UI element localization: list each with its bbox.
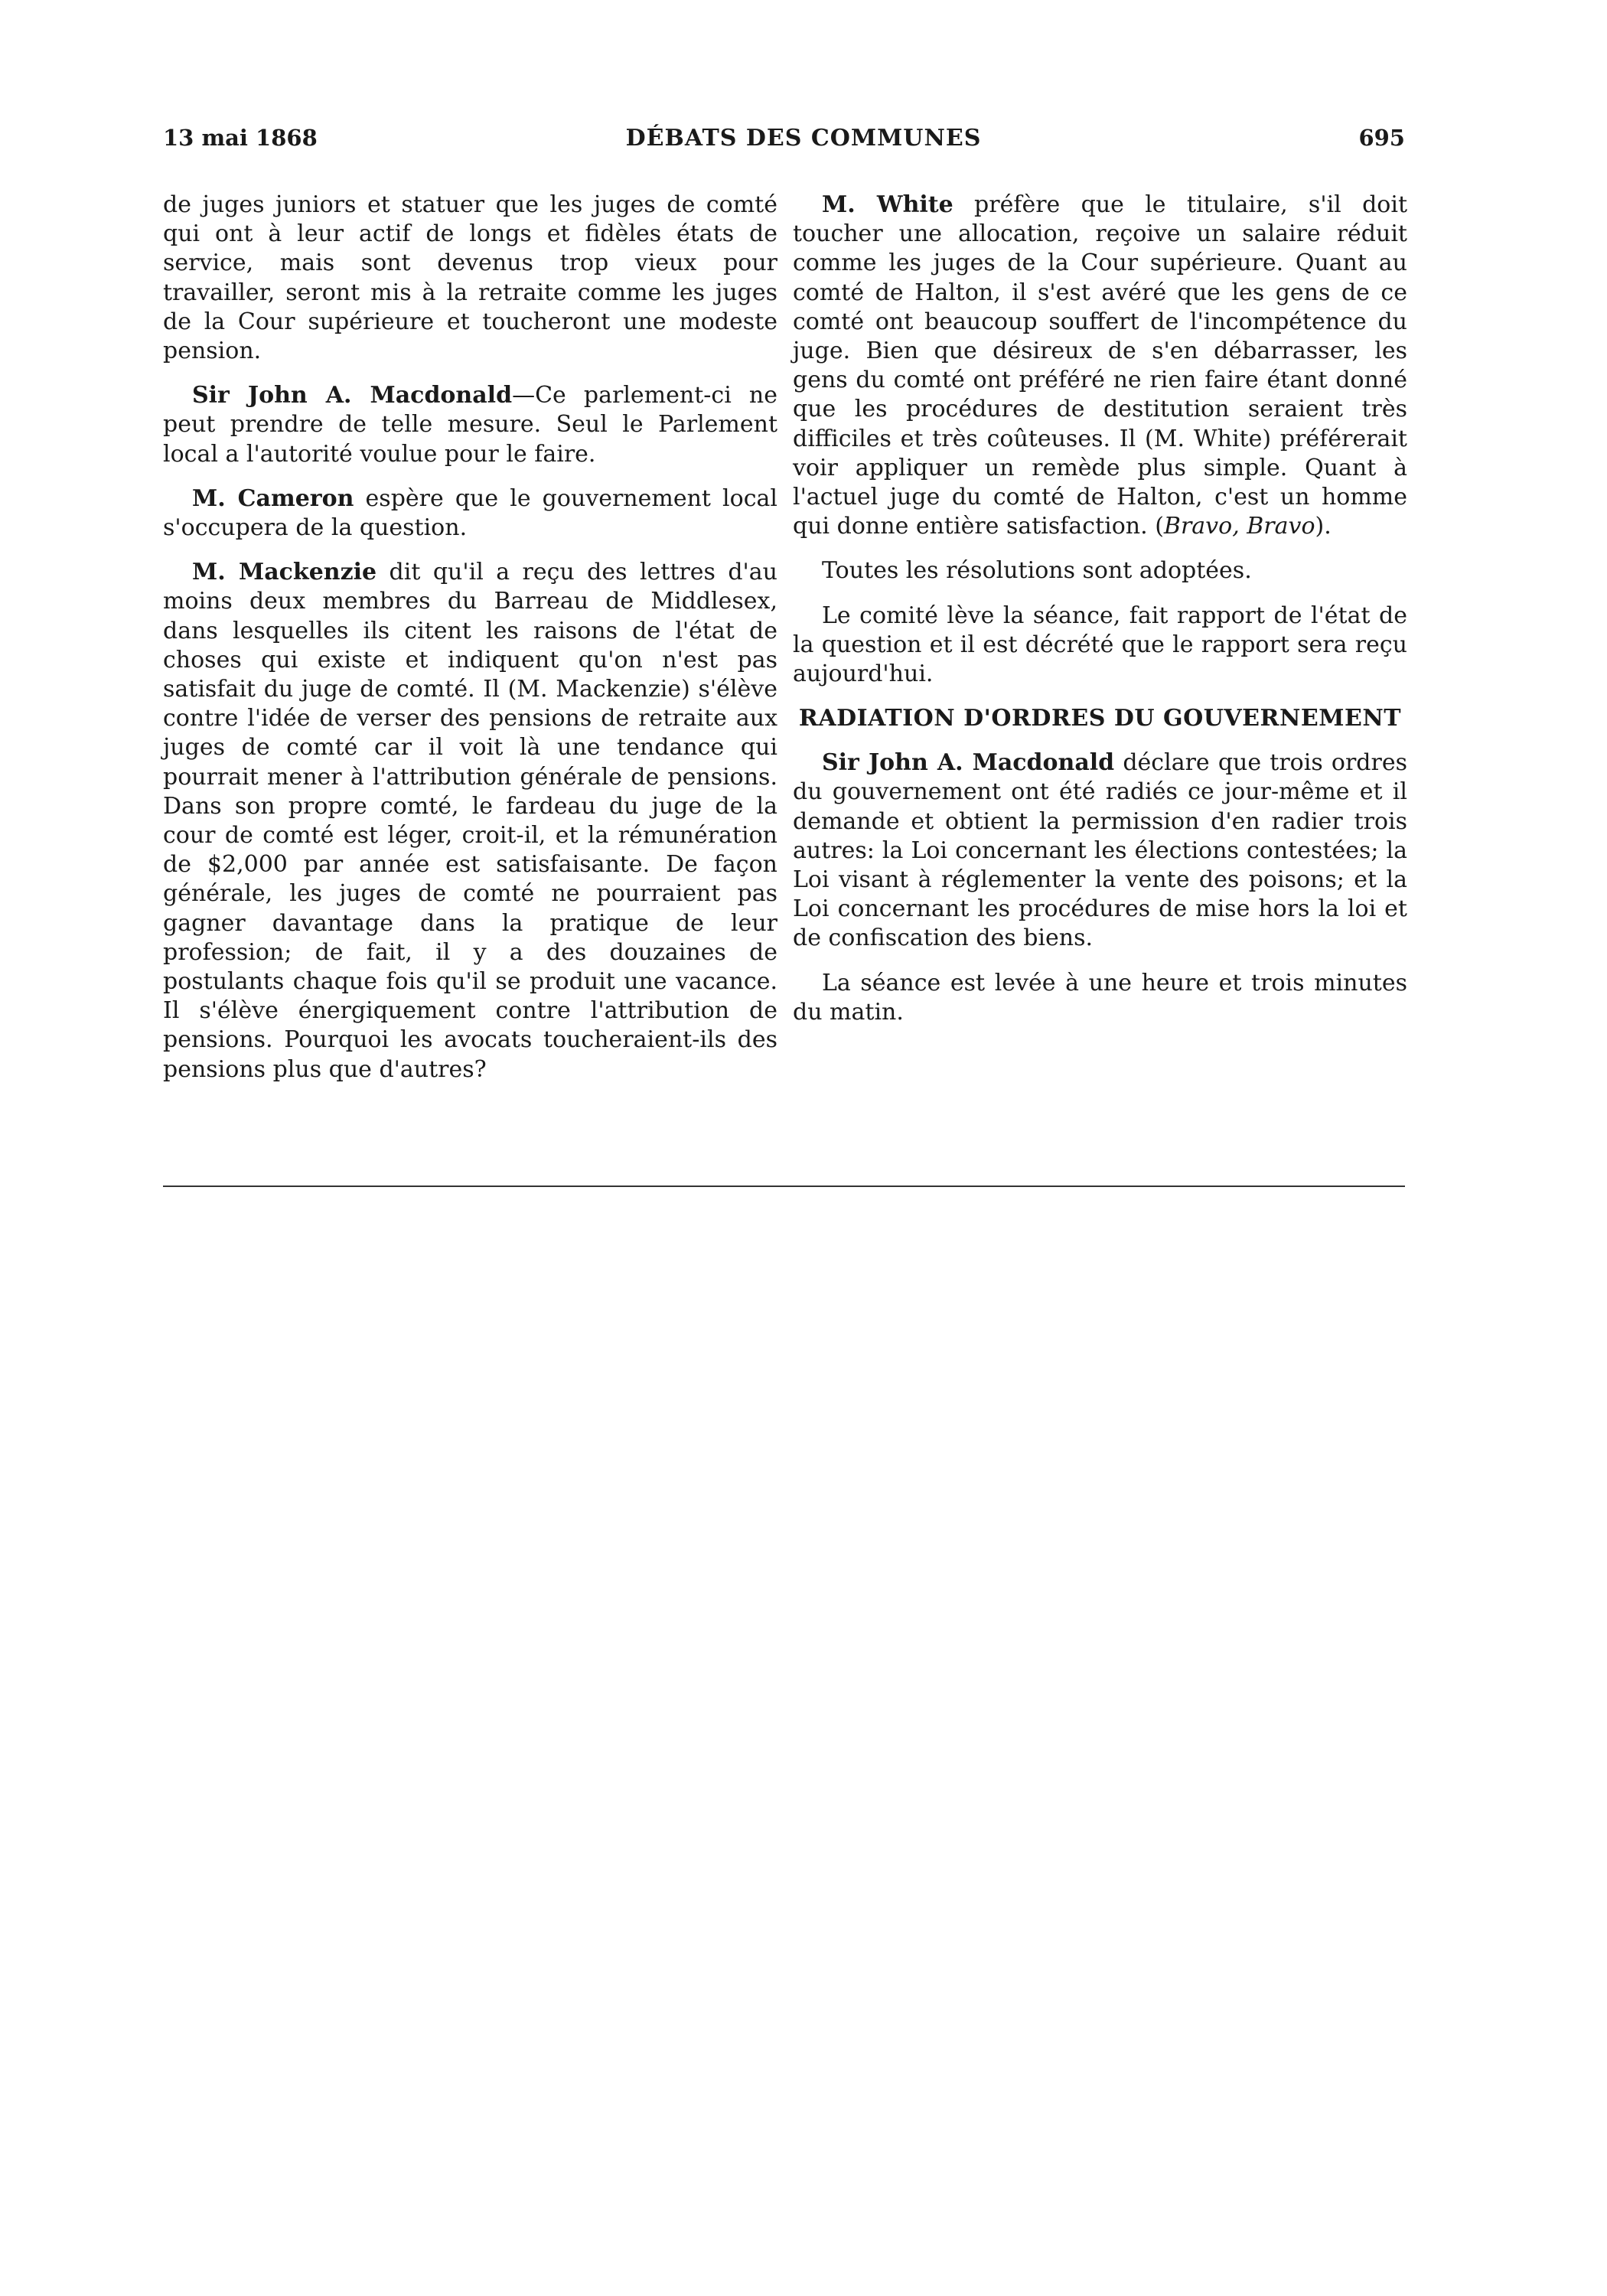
speaker-name: M. White <box>822 191 953 218</box>
header-title: DÉBATS DES COMMUNES <box>625 125 982 152</box>
paragraph <box>163 381 777 469</box>
speaker-name: Sir John A. Macdonald <box>192 382 513 409</box>
italic-interjection: Bravo, Bravo <box>1163 513 1315 540</box>
speaker-name: M. Mackenzie <box>192 559 377 586</box>
section-heading: RADIATION D'ORDRES DU GOUVERNEMENT <box>798 705 1402 732</box>
end-rule <box>163 1186 1405 1187</box>
right-column <box>793 191 1407 1042</box>
paragraph: Toutes les résolutions sont adoptées. <box>822 557 1252 585</box>
paragraph-text: dit qu'il a reçu des lettres d'au moins deux membres du Barreau de Middlesex, dans lesquelles ils citent les raisons de l'état de choses qui existe et indiquent qu'on n'est pas satisfait du juge de comté. Il (M. Mackenzie) s'élève contre l'idée de verser des pensions de retraite aux juges de comté car il voit là une tendance qui pourrait mener à l'attribution générale de pensions. Dans son propre comté, le fardeau du juge de la cour de comté est léger, croit-il, et la rémunération de $2,000 par année est satisfaisante. De façon générale, les juges de comté ne pourraient pas gagner davantage dans la pratique de leur profession; de fait, il y a des douzaines de postulants chaque fois qu'il se produit une vacance. Il s'élève énergiquement contre l'attribution de pensions. Pourquoi les avocats toucheraient-ils des pensions plus que d'autres? <box>163 559 777 1083</box>
paragraph-text: ). <box>1315 513 1332 540</box>
speaker-name: Sir John A. Macdonald <box>822 749 1115 777</box>
left-column <box>163 191 777 1100</box>
paragraph <box>163 484 777 543</box>
header-page-number: 695 <box>1358 125 1405 151</box>
paragraph <box>793 191 1407 541</box>
speaker-name: M. Cameron <box>192 484 354 512</box>
paragraph <box>163 558 777 1084</box>
paragraph-text: préfère que le titulaire, s'il doit toucher une allocation, reçoive un salaire réduit comme les juges de la Cour supérieure. Quant au comté de Halton, il s'est avéré que les gens de ce comté ont beaucoup souffert de l'incompétence du juge. Bien que désireux de s'en débarrasser, les gens du comté ont préféré ne rien faire étant donné que les procédures de destitution seraient très difficiles et très coûteuses. Il (M. White) préférerait voir appliquer un remède plus simple. Quant à l'actuel juge du comté de Halton, c'est un homme qui donne entière satisfaction. ( <box>793 191 1407 540</box>
paragraph-text: —Ce parlement-ci ne peut prendre de telle mesure. Seul le Parlement local a l'autorité voulue pour le faire. <box>163 382 777 468</box>
header-date: 13 mai 1868 <box>163 125 318 151</box>
paragraph-text: espère que le gouvernement local s'occupera de la question. <box>163 484 777 542</box>
paragraph <box>793 748 1407 953</box>
paragraph: de juges juniors et statuer que les juges de comté qui ont à leur actif de longs et fidèles états de service, mais sont devenus trop vieux pour travailler, seront mis à la retraite comme les juges de la Cour supérieure et toucheront une modeste pension. <box>163 191 777 365</box>
paragraph: La séance est levée à une heure et trois minutes du matin. <box>793 969 1407 1026</box>
paragraph-text: déclare que trois ordres du gouvernement ont été radiés ce jour-même et il demande et obtient la permission d'en radier trois autres: la Loi concernant les élections contestées; la Loi visant à réglementer la vente des poisons; et la Loi concernant les procédures de mise hors la loi et de confiscation des biens. <box>793 749 1407 952</box>
paragraph: Le comité lève la séance, fait rapport de l'état de la question et il est décrété que le rapport sera reçu aujourd'hui. <box>793 602 1407 688</box>
